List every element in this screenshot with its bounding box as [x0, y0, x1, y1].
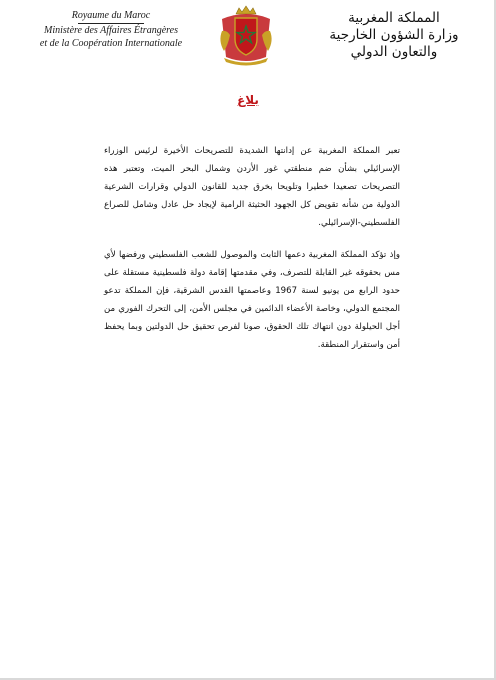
- paragraph-1: تعبر المملكة المغربية عن إدانتها الشديدة للتصريحات الأخيرة لرئيس الوزراء الإسرائيلي بشأن ضم منطقتي غور الأردن وشمال البحر الميت، وتعتبر هذه التصريحات تصعيدا خطيرا وتلويحا بخرق جديد للقانون الدولي وقرارات الشرعية الدولية من شأنه تقويض كل الجهود الحثيثة الرامية لإيجاد حل عادل وشامل للصراع الفلسطيني-الإسرائيلي.: [104, 146, 400, 228]
- letterhead-arabic: [314, 10, 474, 61]
- document-body: [104, 142, 400, 368]
- letterhead-arabic-line-3: والتعاون الدولي: [350, 44, 438, 60]
- letterhead-arabic-line-2: وزارة الشؤون الخارجية: [329, 27, 459, 43]
- document-title: بلاغ: [237, 93, 259, 107]
- letterhead-french-line-2: Ministère des Affaires Étrangères: [44, 25, 178, 36]
- coat-of-arms-icon: [214, 5, 278, 67]
- letterhead-french: [26, 9, 196, 50]
- letterhead-french-line-3: et de la Coopération Internationale: [39, 38, 183, 49]
- letterhead-french-line-1: Royaume du Maroc: [71, 10, 151, 21]
- paragraph-2: وإذ تؤكد المملكة المغربية دعمها الثابت والموصول للشعب الفلسطيني ورفضها لأي مس بحقوقه غير القابلة للتصرف، وفي مقدمتها إقامة دولة فلسطينية مستقلة على حدود الرابع من يونيو لسنة 1967 وعاصمتها القدس الشرقية، فإن المملكة تدعو المجتمع الدولي، وخاصة الأعضاء الدائمين في مجلس الأمن، إلى التحرك الفوري من أجل الحيلولة دون انتهاك تلك الحقوق، صونا لفرص تحقيق حل الدولتين وبما يحفظ أمن واستقرار المنطقة.: [104, 250, 400, 350]
- letterhead-arabic-line-1: المملكة المغربية: [348, 10, 440, 26]
